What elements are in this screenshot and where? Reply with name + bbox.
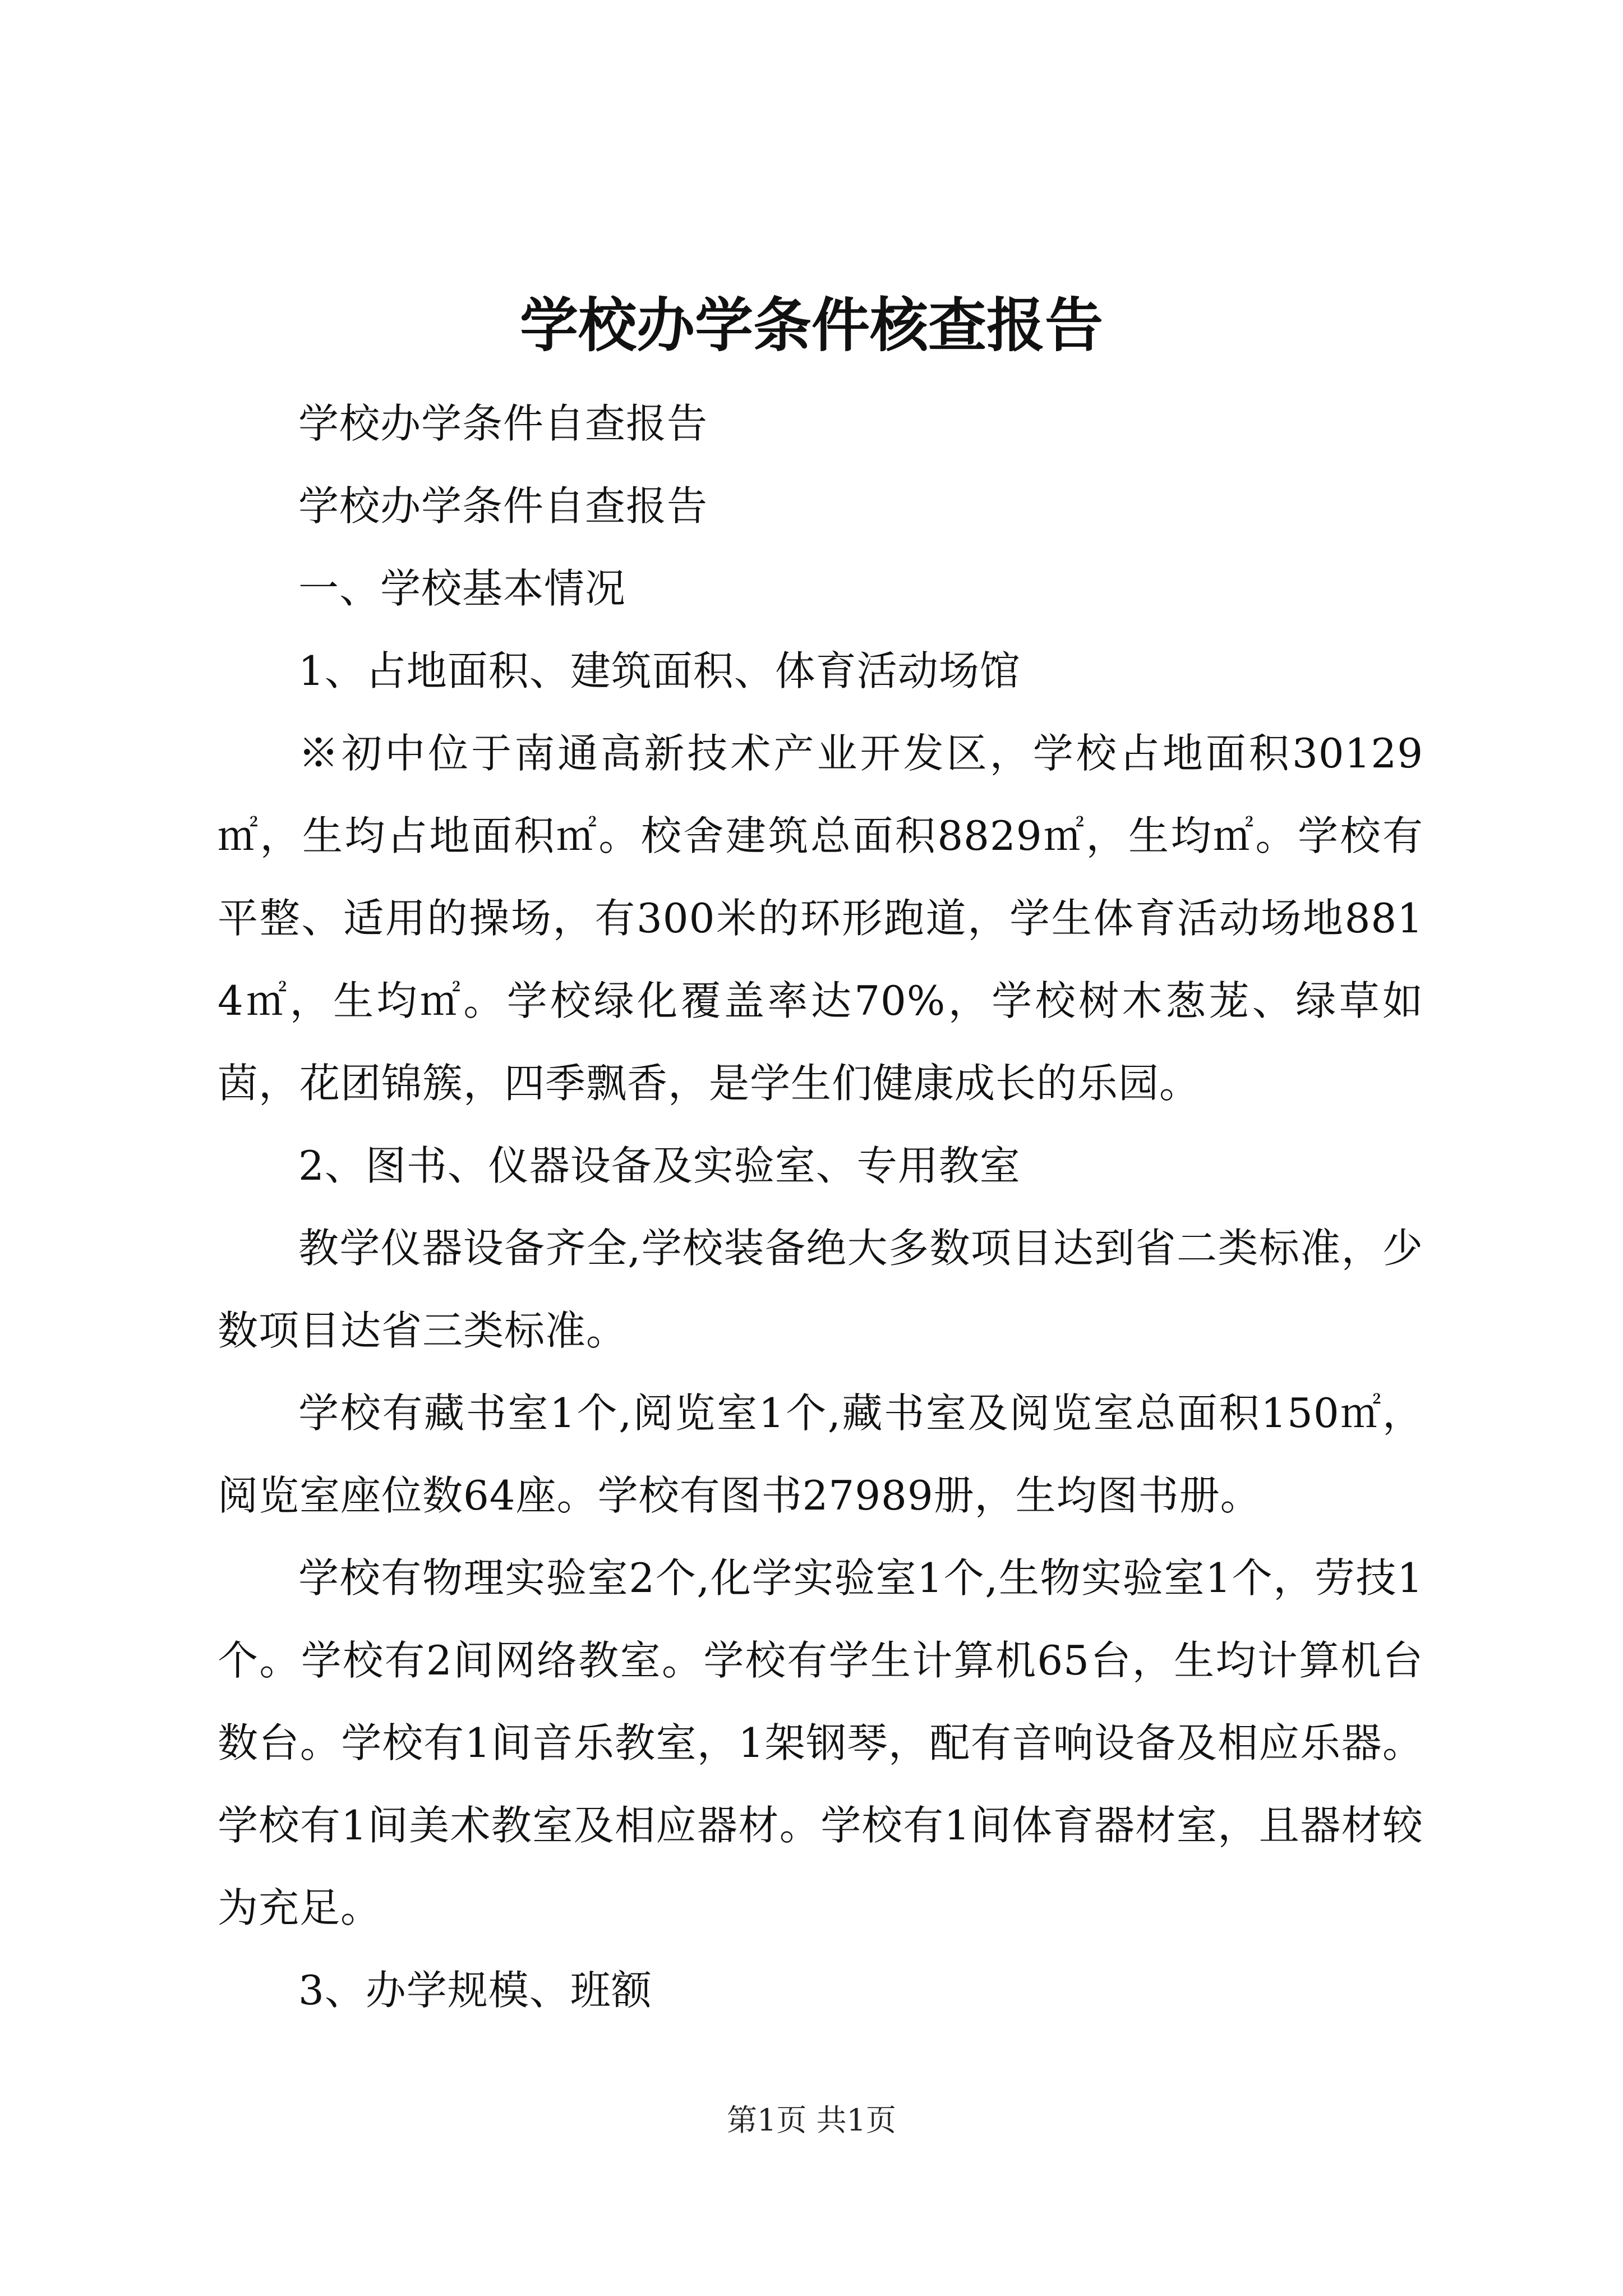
subsection-heading-equipment: 2、图书、仪器设备及实验室、专用教室	[298, 1142, 1021, 1189]
page-footer: 第1页 共1页	[727, 2102, 896, 2138]
paragraph-subtitle: 学校办学条件自查报告	[298, 400, 708, 447]
paragraph-area-details: ※初中位于南通高新技术产业开发区，学校占地面积30129㎡，生均占地面积㎡。校舍建筑总面积8829㎡，生均㎡。学校有平整、适用的操场，有300米的环形跑道，学生体育活动场地8814㎡，生均㎡。学校绿化覆盖率达70%，学校树木葱茏、绿草如茵，花团锦簇，四季飘香，是学生们健康成长的乐园。	[218, 730, 1423, 1107]
document-title: 学校办学条件核查报告	[519, 291, 1103, 360]
paragraph-subtitle-repeat: 学校办学条件自查报告	[298, 482, 708, 530]
subsection-heading-scale: 3、办学规模、班额	[298, 1967, 652, 2014]
document-body	[218, 383, 1423, 2032]
paragraph-library: 学校有藏书室1个,阅览室1个,藏书室及阅览室总面积150㎡，阅览室座位数64座。学校有图书27989册，生均图书册。	[218, 1389, 1423, 1519]
subsection-heading-area: 1、占地面积、建筑面积、体育活动场馆	[298, 647, 1021, 694]
paragraph-laboratories: 学校有物理实验室2个,化学实验室1个,生物实验室1个，劳技1个。学校有2间网络教室。学校有学生计算机65台，生均计算机台数台。学校有1间音乐教室，1架钢琴，配有音响设备及相应乐器。学校有1间美术教室及相应器材。学校有1间体育器材室，且器材较为充足。	[218, 1554, 1423, 1931]
section-heading-basic-info: 一、学校基本情况	[298, 565, 626, 612]
paragraph-equipment-standard: 教学仪器设备齐全,学校装备绝大多数项目达到省二类标准，少数项目达省三类标准。	[218, 1225, 1423, 1354]
